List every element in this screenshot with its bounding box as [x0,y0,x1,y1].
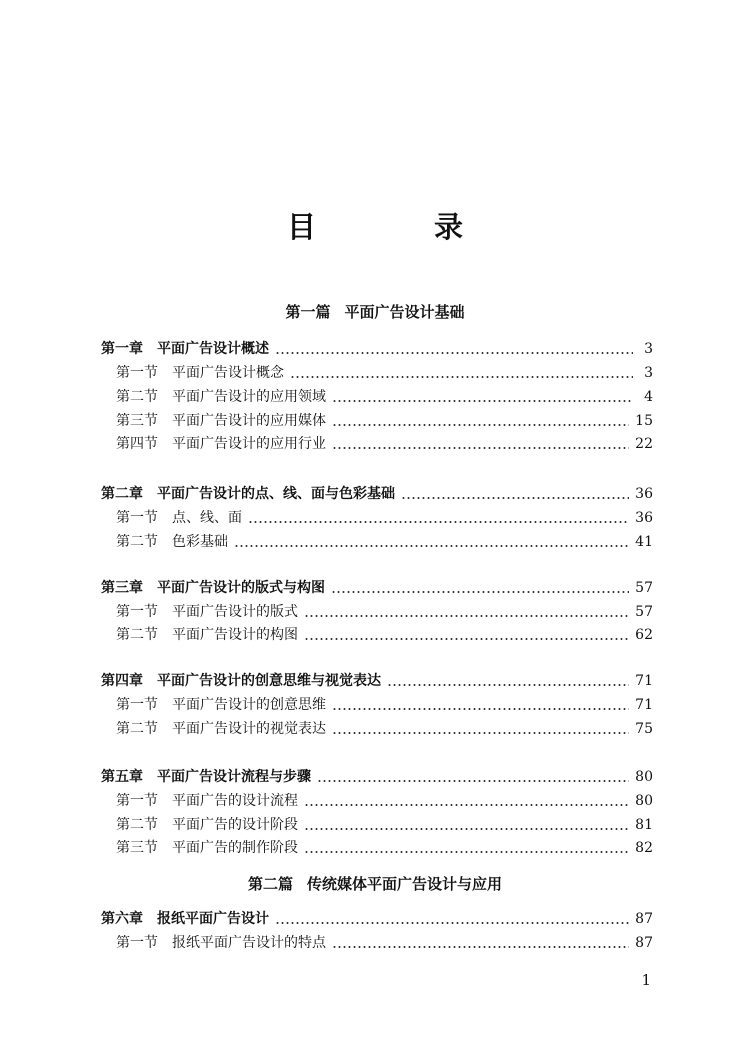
section-label: 第三节 [116,840,158,856]
section-label: 第四节 [116,436,158,452]
dot-leader [304,615,629,617]
page-number: 15 [635,413,653,429]
toc-section-entry[interactable] [116,505,653,527]
section-label: 第二节 [116,721,158,737]
section-title: 平面广告设计的应用领域 [172,389,326,405]
part-heading [0,873,750,894]
section-title: 平面广告设计的应用行业 [172,436,326,452]
part-name: 传统媒体平面广告设计与应用 [307,875,503,893]
section-label: 第二节 [116,389,158,405]
page-number: 22 [635,436,653,452]
page-number: 87 [635,911,653,927]
section-title: 平面广告的设计流程 [172,793,298,809]
part-name: 平面广告设计基础 [344,303,465,321]
chapter-title: 平面广告设计概述 [157,341,269,357]
toc-chapter-entry[interactable] [101,575,653,597]
section-label: 第一节 [116,510,158,526]
page-number: 3 [644,341,653,357]
dot-leader [304,804,629,806]
section-label: 第二节 [116,534,158,550]
section-title: 平面广告的设计阶段 [172,817,298,833]
section-title: 平面广告的制作阶段 [172,840,298,856]
page-title: 目 录 [286,210,518,244]
dot-leader [387,684,629,686]
section-label: 第一节 [116,793,158,809]
toc-section-entry[interactable] [116,788,653,810]
chapter-label: 第四章 [101,673,143,689]
section-label: 第二节 [116,627,158,643]
dot-leader [290,376,633,378]
dot-leader [234,545,629,547]
page-number: 36 [635,486,653,502]
page-number: 71 [635,673,653,689]
page-number: 41 [635,534,653,550]
page-number: 81 [635,817,653,833]
section-label: 第一节 [116,365,158,381]
toc-section-entry[interactable] [116,384,653,406]
dot-leader [332,732,629,734]
section-title: 报纸平面广告设计的特点 [172,935,326,951]
section-label: 第一节 [116,697,158,713]
section-title: 平面广告设计的视觉表达 [172,721,326,737]
chapter-label: 第三章 [101,580,143,596]
toc-section-entry[interactable] [116,408,653,430]
chapter-label: 第六章 [101,911,143,927]
toc-section-entry[interactable] [116,431,653,453]
toc-section-entry[interactable] [116,529,653,551]
page-number: 80 [635,769,653,785]
page-number: 57 [635,604,653,620]
dot-leader [401,497,629,499]
page-number: 57 [635,580,653,596]
section-label: 第一节 [116,604,158,620]
toc-section-entry[interactable] [116,622,653,644]
page-number: 75 [635,721,653,737]
toc-section-entry[interactable] [116,716,653,738]
toc-section-entry[interactable] [116,835,653,857]
section-title: 平面广告设计概念 [172,365,284,381]
section-title: 色彩基础 [172,534,228,550]
toc-chapter-entry[interactable] [101,481,653,503]
toc-section-entry[interactable] [116,812,653,834]
page-number: 3 [644,365,653,381]
chapter-title: 报纸平面广告设计 [157,911,269,927]
part-label: 第一篇 [285,303,331,321]
toc-chapter-entry[interactable] [101,668,653,690]
dot-leader [275,352,633,354]
dot-leader [332,447,629,449]
page-number: 4 [644,389,653,405]
chapter-title: 平面广告设计的版式与构图 [157,580,325,596]
section-label: 第三节 [116,413,158,429]
dot-leader [332,708,629,710]
toc-chapter-entry[interactable] [101,764,653,786]
part-heading [0,301,750,322]
toc-section-entry[interactable] [116,599,653,621]
dot-leader [304,828,629,830]
section-title: 平面广告设计的应用媒体 [172,413,326,429]
dot-leader [332,946,629,948]
page-folio: 1 [641,971,651,989]
section-label: 第一节 [116,935,158,951]
part-label: 第二篇 [247,875,293,893]
dot-leader [304,638,629,640]
toc-section-entry[interactable] [116,692,653,714]
section-title: 平面广告设计的版式 [172,604,298,620]
dot-leader [331,591,629,593]
chapter-title: 平面广告设计的点、线、面与色彩基础 [157,486,395,502]
dot-leader [317,780,629,782]
toc-chapter-entry[interactable] [101,336,653,358]
chapter-label: 第二章 [101,486,143,502]
toc-chapter-entry[interactable] [101,906,653,928]
dot-leader [304,851,629,853]
page-number: 62 [635,627,653,643]
section-title: 平面广告设计的创意思维 [172,697,326,713]
page-number: 80 [635,793,653,809]
section-title: 平面广告设计的构图 [172,627,298,643]
chapter-title: 平面广告设计的创意思维与视觉表达 [157,673,381,689]
chapter-title: 平面广告设计流程与步骤 [157,769,311,785]
dot-leader [332,400,633,402]
page-number: 71 [635,697,653,713]
toc-section-entry[interactable] [116,930,653,952]
chapter-label: 第五章 [101,769,143,785]
toc-section-entry[interactable] [116,360,653,382]
page-number: 36 [635,510,653,526]
dot-leader [275,922,629,924]
dot-leader [248,521,629,523]
section-title: 点、线、面 [172,510,242,526]
page-number: 82 [635,840,653,856]
page-number: 87 [635,935,653,951]
chapter-label: 第一章 [101,341,143,357]
section-label: 第二节 [116,817,158,833]
dot-leader [332,424,629,426]
